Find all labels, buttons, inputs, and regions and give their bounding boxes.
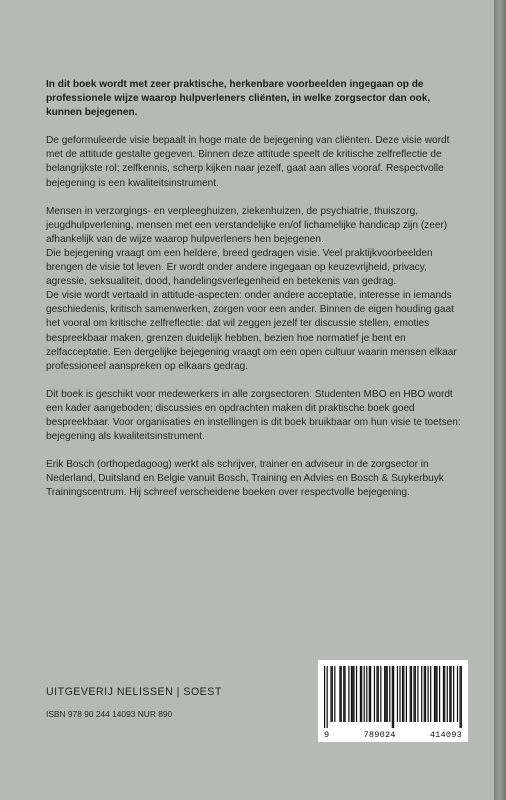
- barcode-bar: [344, 666, 345, 722]
- barcode-bar: [435, 666, 436, 722]
- barcode-bar: [374, 666, 375, 722]
- blurb: [46, 78, 466, 500]
- page-edge: [494, 0, 506, 800]
- barcode-bar: [461, 666, 462, 728]
- barcode-bar: [330, 666, 331, 722]
- barcode-bar: [453, 666, 454, 722]
- barcode-bar: [387, 666, 388, 722]
- isbn-nur: ISBN 978 90 244 14093 NUR 890: [46, 709, 173, 719]
- barcode-bar: [451, 666, 452, 722]
- barcode-bar: [370, 666, 371, 722]
- barcode-bar: [361, 666, 362, 722]
- barcode-bar: [378, 666, 379, 722]
- intro-text: In dit boek wordt met zeer praktische, herkenbare voorbeelden ingegaan op de professionele wijze waarop hulpverleners cliënten, in welke zorgsector dan ook, kunnen bejegenen.: [46, 79, 431, 119]
- barcode-bar: [366, 666, 367, 722]
- barcode-bar: [413, 666, 414, 722]
- barcode-bar: [364, 666, 365, 722]
- barcode-bar: [406, 666, 407, 722]
- barcode-bar: [327, 666, 328, 728]
- barcode-bar: [341, 666, 342, 722]
- barcode-bar: [410, 666, 411, 722]
- barcode-bar: [399, 666, 400, 722]
- barcode-bar: [376, 666, 377, 722]
- barcode-bar: [417, 666, 418, 722]
- barcode-bar: [428, 666, 429, 722]
- barcode-bar: [353, 666, 354, 722]
- barcode-bar: [339, 666, 340, 722]
- barcode-bar: [411, 666, 412, 722]
- paragraph-doelgroep: Dit boek is geschikt voor medewerkers in alle zorgsectoren. Studenten MBO en HBO wordt een kader aangeboden; discussies en opdrachten maken dit praktische boek goed bespreekbaar. Voor organisaties en instellingen is dit boek bruikbaar om hun visie te toetsen: bejegening als kwaliteitsinstrument.: [46, 388, 461, 443]
- barcode-bar: [356, 666, 357, 722]
- barcode-bar: [444, 666, 445, 722]
- barcode-bar: [360, 666, 361, 722]
- barcode-bar: [439, 666, 440, 722]
- barcode-bar: [415, 666, 416, 722]
- barcode-bar: [459, 666, 460, 728]
- barcode-bar: [402, 666, 403, 722]
- barcode-bar: [332, 666, 333, 722]
- paragraph-auteur: Erik Bosch (orthopedagoog) werkt als schrijver, trainer en adviseur in de zorgsector in Nederland, Duitsland en Belgie vanuit Bosch, Training en Advies en Bosch & Suykerbuyk Trainingscentrum. Hij schreef verscheidene boeken over respectvolle bejegening.: [46, 459, 444, 499]
- barcode-bar: [351, 666, 352, 722]
- barcode-bar: [384, 666, 385, 722]
- barcode-bar: [343, 666, 344, 722]
- paragraph-visie: De geformuleerde visie bepaalt in hoge mate de bejegening van cliënten. Deze visie wordt met de attitude gestalte gegeven. Binnen deze attitude speelt de kritische zelfreflectie de belangrijkste rol; zelfkennis, scherp kijken naar jezelf, gaat aan alles vooraf. Respectvolle bejegening is een kwaliteitsinstrument.: [46, 135, 450, 189]
- barcode-bar: [369, 666, 370, 722]
- barcode-bar: [424, 666, 425, 722]
- barcode-bar: [436, 666, 437, 722]
- barcode-bar: [403, 666, 404, 722]
- publisher-name: UITGEVERIJ NELISSEN | SOEST: [46, 686, 222, 698]
- barcode-digits: [324, 730, 462, 740]
- barcode-lead-digit: 9: [324, 730, 330, 740]
- barcode-bars: [324, 666, 462, 728]
- barcode-bar: [352, 666, 353, 722]
- barcode-bar: [449, 666, 450, 722]
- barcode-bar: [348, 666, 349, 722]
- paragraph-bejegening: Die bejegening vraagt om een heldere, breed gedragen visie. Veel praktijkvoorbeelden brengen de visie tot leven. Er wordt onder andere ingegaan op keuzevrijheid, privacy, agressie, seksualiteit, dood, handelingsverlegenheid en betekenis van gedrag.: [46, 247, 433, 288]
- barcode-bar: [389, 666, 390, 722]
- barcode-bar: [447, 666, 448, 722]
- barcode-bar: [392, 666, 393, 728]
- barcode-bar: [324, 666, 325, 728]
- paragraph-mensen: Mensen in verzorgings- en verpleeghuizen, ziekenhuizen, de psychiatrie, thuiszorg, jeugdhulpverlening, mensen met een verstandelijke en/of lichamelijke handicap zijn (zeer) afhankelijk van de wijze waarop hulpverleners hen bejegenen.: [46, 205, 448, 245]
- barcode-left-digits: 789024: [363, 730, 396, 740]
- barcode-bar: [397, 666, 398, 722]
- barcode-bar: [457, 666, 458, 722]
- barcode-bar: [421, 666, 422, 722]
- barcode-bar: [430, 666, 431, 722]
- barcode-bar: [393, 666, 394, 728]
- barcode-bar: [334, 666, 335, 722]
- paragraph-attitude: De visie wordt vertaald in attitude-aspecten: onder andere acceptatie, interesse in iemands geschiedenis, kritisch samenwerken, zorgen voor een ander. Binnen de eigen houding gaat het vooral om kritische zelfreflectie: dat wil zeggen jezelf ter discussie stellen, emoties bespreekbaar maken, grenzen duidelijk hebben, bezien hoe normatief je bent en zelfacceptatie. Een dergelijke bejegening vraagt om een open cultuur waarin mensen elkaar professioneel aanspreken op elkaars gedrag.: [46, 290, 457, 372]
- barcode-right-digits: 414093: [429, 730, 462, 740]
- barcode-bar: [434, 666, 435, 722]
- barcode-bar: [380, 666, 381, 722]
- barcode: [318, 660, 468, 742]
- barcode-bar: [385, 666, 386, 722]
- barcode-bar: [443, 666, 444, 722]
- barcode-bar: [425, 666, 426, 722]
